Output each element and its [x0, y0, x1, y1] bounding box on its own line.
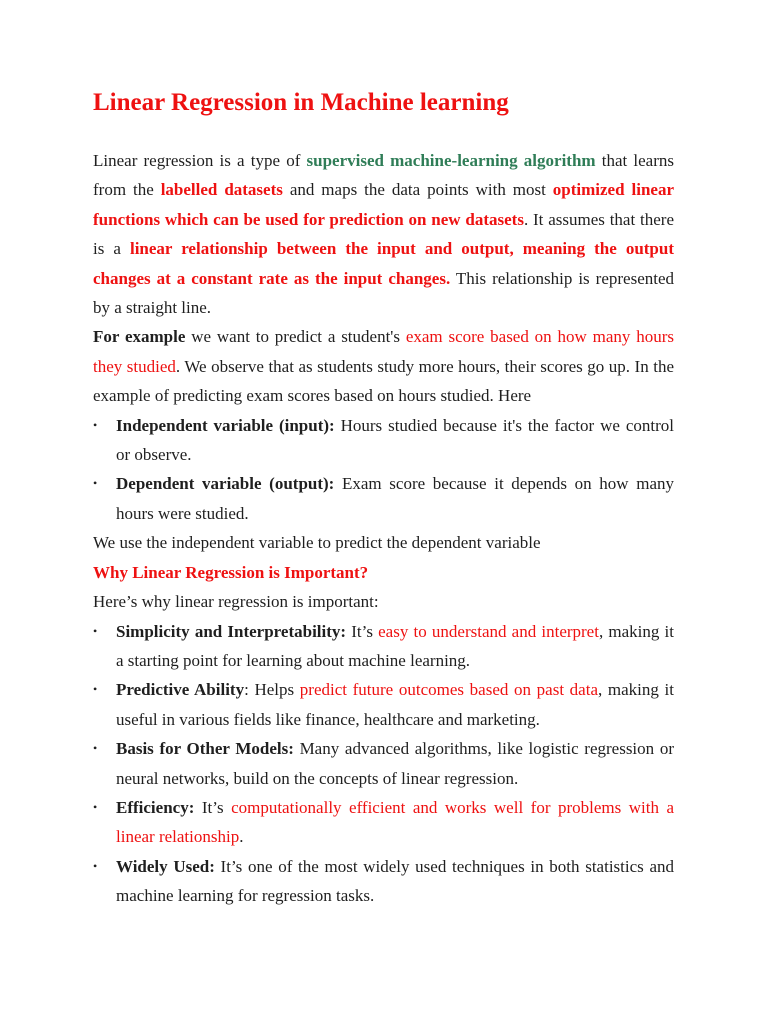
intro-text-3: and maps the data points with most	[282, 180, 553, 200]
intro-text-1: Linear regression is a type of	[93, 151, 307, 170]
predictive-label: Predictive Ability	[116, 680, 245, 700]
predictive-text-1: : Helps	[244, 680, 300, 700]
list-item-basis	[93, 734, 674, 793]
reasons-list	[93, 617, 674, 911]
predictive-highlight: predict future outcomes based on past data	[299, 680, 598, 700]
efficiency-label: Efficiency:	[116, 797, 195, 817]
bullet-icon: •	[93, 476, 98, 491]
use-line: We use the independent variable to predict the dependent variable	[93, 533, 541, 553]
list-item-widely-used	[93, 852, 674, 911]
efficiency-highlight: computationally efficient and works well for problems with a linear relationship	[116, 797, 674, 847]
example-highlight: exam score based on how many hours they studied	[93, 327, 674, 376]
dependent-variable-text: Exam score because it depends on how many hours were studied.	[116, 474, 674, 523]
predictive-text-2: , making it useful in various fields like finance, healthcare and marketing.	[116, 680, 674, 729]
bullet-icon: •	[93, 417, 98, 432]
example-label: For example	[93, 327, 186, 347]
example-text-2: . We observe that as students study more hours, their scores go up. In the example of predicting exam scores based on hours studied. Here	[93, 356, 674, 406]
intro-highlight-labelled: labelled datasets	[160, 180, 283, 200]
why-intro: Here’s why linear regression is important:	[93, 592, 379, 612]
example-paragraph	[93, 322, 674, 410]
simplicity-label: Simplicity and Interpretability:	[116, 621, 347, 641]
list-item-simplicity	[93, 617, 674, 676]
bullet-icon: •	[93, 858, 98, 873]
intro-text-2: that learns from the	[93, 151, 674, 200]
intro-highlight-linear-relationship: linear relationship between the input and output, meaning the output changes at a constant rate as the input changes.	[93, 239, 675, 288]
list-item-efficiency	[93, 793, 674, 852]
simplicity-highlight: easy to understand and interpret	[378, 621, 599, 641]
intro-text-4: . It assumes that there is a	[93, 209, 674, 259]
intro-highlight-supervised: supervised machine-learning algorithm	[306, 151, 596, 170]
bullet-icon: •	[93, 682, 98, 697]
independent-variable-label: Independent variable (input):	[116, 415, 335, 435]
list-item-independent-variable	[93, 411, 674, 470]
intro-highlight-optimized: optimized linear functions which can be used for prediction on new datasets	[93, 180, 674, 229]
simplicity-text-1: It’s	[346, 621, 379, 641]
variables-list	[93, 411, 674, 529]
independent-variable-text: Hours studied because it's the factor we control or observe.	[116, 415, 674, 465]
dependent-variable-label: Dependent variable (output):	[116, 474, 335, 494]
bullet-icon: •	[93, 741, 98, 756]
widely-used-label: Widely Used:	[116, 856, 215, 876]
list-item-dependent-variable	[93, 469, 674, 528]
example-text-1: we want to predict a student's	[185, 327, 406, 347]
why-heading: Why Linear Regression is Important?	[93, 562, 369, 582]
basis-text: Many advanced algorithms, like logistic regression or neural networks, build on the concepts of linear regression.	[116, 739, 674, 788]
list-item-predictive	[93, 675, 674, 734]
efficiency-text-2: .	[239, 827, 244, 847]
bullet-icon: •	[93, 623, 98, 638]
bullet-icon: •	[93, 799, 98, 814]
intro-text-5: This relationship is represented by a straight line.	[93, 268, 675, 318]
efficiency-text-1: It’s	[194, 797, 232, 817]
simplicity-text-2: , making it a starting point for learning about machine learning.	[116, 621, 674, 670]
intro-paragraph	[93, 146, 674, 322]
page-title: Linear Regression in Machine learning	[93, 89, 509, 116]
widely-used-text: It’s one of the most widely used techniques in both statistics and machine learning for regression tasks.	[116, 856, 674, 906]
basis-label: Basis for Other Models:	[116, 739, 294, 759]
